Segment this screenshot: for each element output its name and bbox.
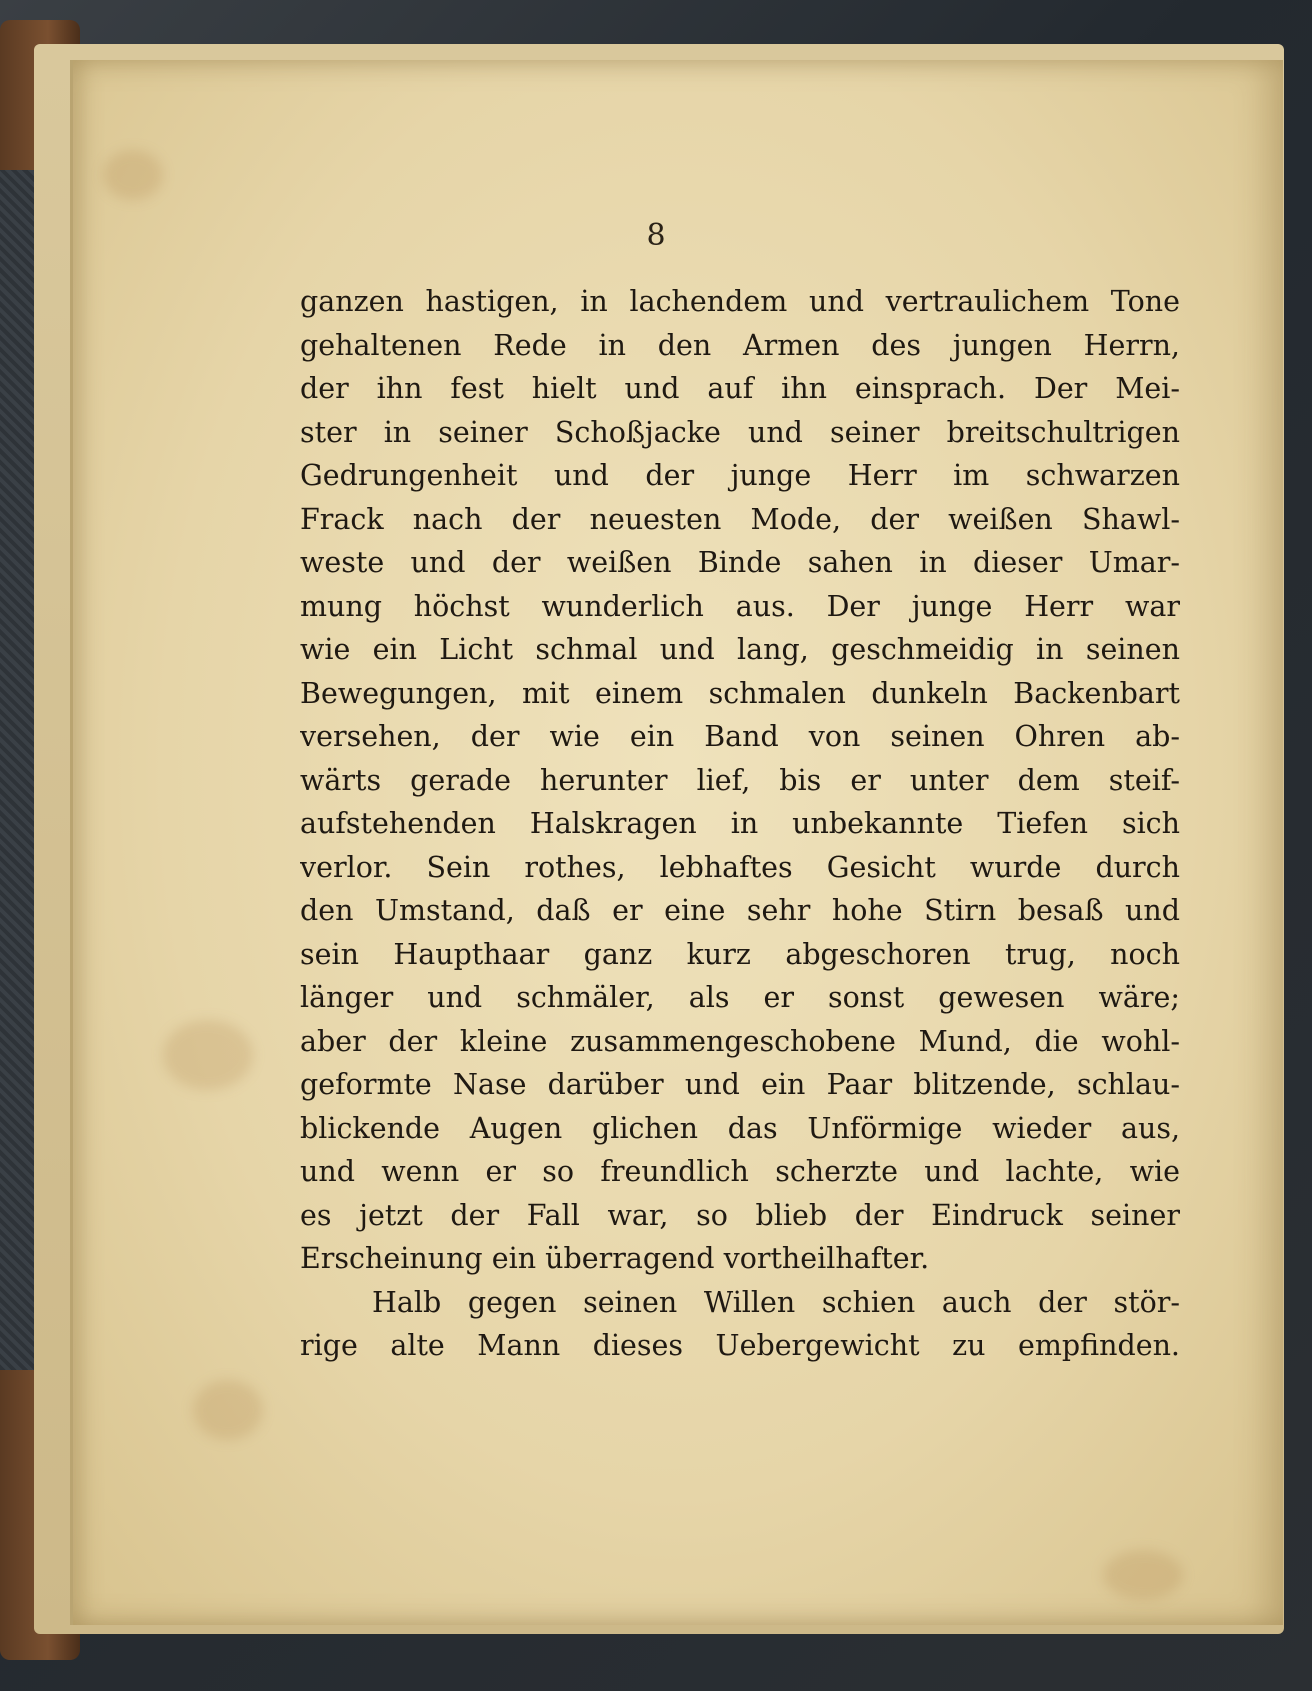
text-line: Halb gegen seinen Willen schien auch der stör- (372, 1285, 1180, 1319)
text-line: länger und schmäler, als er sonst gewesen wäre; (300, 981, 1180, 1014)
text-line: Bewegungen, mit einem schmalen dunkeln Backenbart (300, 676, 1180, 710)
text-line: Erscheinung ein überragend vortheilhafter. (300, 1242, 930, 1275)
foxing-stain (193, 1380, 263, 1440)
text-line: weste und der weißen Binde sahen in dieser Umar- (300, 546, 1180, 579)
text-line: Frack nach der neuesten Mode, der weißen Shawl- (300, 502, 1180, 536)
text-line: aber der kleine zusammengeschobene Mund, die wohl- (300, 1024, 1180, 1058)
text-line: blickende Augen glichen das Unförmige wieder aus, (300, 1111, 1180, 1145)
text-line: gehaltenen Rede in den Armen des jungen Herrn, (300, 328, 1180, 362)
text-line: geformte Nase darüber und ein Paar blitzende, schlau- (300, 1068, 1180, 1101)
text-line: ganzen hastigen, in lachendem und vertraulichem Tone (300, 285, 1180, 318)
foxing-stain (1103, 1550, 1183, 1600)
text-line: sein Haupthaar ganz kurz abgeschoren trug, noch (300, 937, 1180, 971)
foxing-stain (163, 1020, 253, 1090)
body-text (300, 280, 1180, 1368)
text-line: den Umstand, daß er eine sehr hohe Stirn besaß und (300, 894, 1180, 927)
text-line: und wenn er so freundlich scherzte und lachte, wie (300, 1155, 1180, 1188)
text-line: rige alte Mann dieses Uebergewicht zu empfinden. (300, 1329, 1180, 1362)
text-line: Gedrungenheit und der junge Herr im schwarzen (300, 459, 1180, 492)
text-line: der ihn fest hielt und auf ihn einsprach. Der Mei- (300, 372, 1180, 405)
text-line: wärts gerade herunter lief, bis er unter dem steif- (300, 763, 1180, 797)
foxing-stain (103, 150, 163, 200)
text-line: es jetzt der Fall war, so blieb der Eindruck seiner (300, 1198, 1180, 1232)
text-line: wie ein Licht schmal und lang, geschmeidig in seinen (300, 633, 1180, 666)
text-line: ster in seiner Schoßjacke und seiner breitschultrigen (300, 415, 1180, 449)
text-line: versehen, der wie ein Band von seinen Ohren ab- (300, 720, 1180, 753)
text-line: verlor. Sein rothes, lebhaftes Gesicht wurde durch (300, 850, 1180, 884)
text-line: mung höchst wunderlich aus. Der junge Herr war (300, 589, 1180, 623)
page-number: 8 (646, 218, 666, 253)
text-line: aufstehenden Halskragen in unbekannte Tiefen sich (300, 807, 1180, 840)
